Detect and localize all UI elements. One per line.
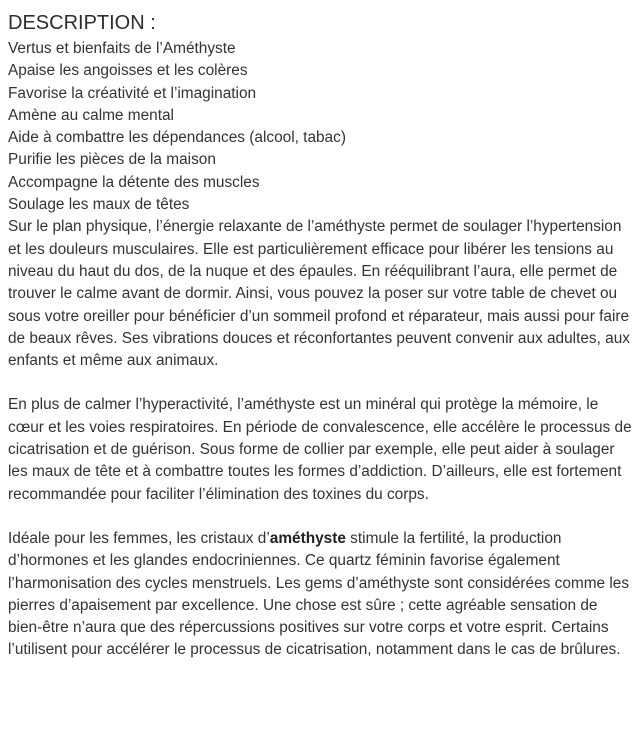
benefits-title: Vertus et bienfaits de l’Améthyste [8, 40, 236, 57]
benefit-item: Accompagne la détente des muscles [8, 173, 260, 191]
benefit-item: Purifie les pièces de la maison [8, 151, 216, 169]
women-paragraph [8, 528, 632, 662]
benefit-item: Apaise les angoisses et les colères [8, 62, 248, 80]
physical-benefits-paragraph: Sur le plan physique, l’énergie relaxante de l’améthyste permet de soulager l’hypertension et les douleurs musculaires. Elle est particulièrement efficace pour libérer les tensions au niveau du haut du dos, de la nuque et des épaules. En rééquilibrant l’aura, elle permet de trouver le calme avant de dormir. Ainsi, vous pouvez la poser sur votre table de chevet ou sous votre oreiller pour bénéficier d’un sommeil profond et réparateur, mais aussi pour faire de beaux rêves. Ses vibrations douces et réconfortantes peuvent convenir aux adultes, aux enfants et même aux animaux. [8, 218, 630, 370]
benefits-list [8, 60, 632, 216]
amethyst-bold-word: améthyste [269, 529, 346, 547]
description-heading: DESCRIPTION : [8, 12, 156, 34]
benefit-item: Favorise la créativité et l’imagination [8, 84, 257, 102]
women-paragraph-start: Idéale pour les femmes, les cristaux d’ [8, 529, 270, 547]
protection-paragraph: En plus de calmer l’hyperactivité, l’améthyste est un minéral qui protège la mémoire, le cœur et les voies respiratoires. En période de convalescence, elle accélère le processus de cicatrisation et de guérison. Sous forme de collier par exemple, elle peut aider à soulager les maux de tête et à combattre toutes les formes d’addiction. D’ailleurs, elle est fortement recommandée pour faciliter l’élimination des toxines du corps. [8, 396, 632, 503]
women-paragraph-end: stimule la fertilité, la production d’hormones et les glandes endocriniennes. Ce quartz féminin favorise également l’harmonisation des cycles menstruels. Les gems d’améthyste sont considérées comme les pierres d’apaisement par excellence. Une chose est sûre ; cette agréable sensation de bien-être n’aura que des répercussions positives sur votre corps et votre esprit. Certains l’utilisent pour accélérer le processus de cicatrisation, notamment dans le cas de brûlures. [8, 529, 630, 659]
benefit-item: Aide à combattre les dépendances (alcool, tabac) [8, 129, 346, 147]
benefit-item: Soulage les maux de têtes [8, 196, 190, 214]
benefit-item: Amène au calme mental [8, 106, 174, 124]
